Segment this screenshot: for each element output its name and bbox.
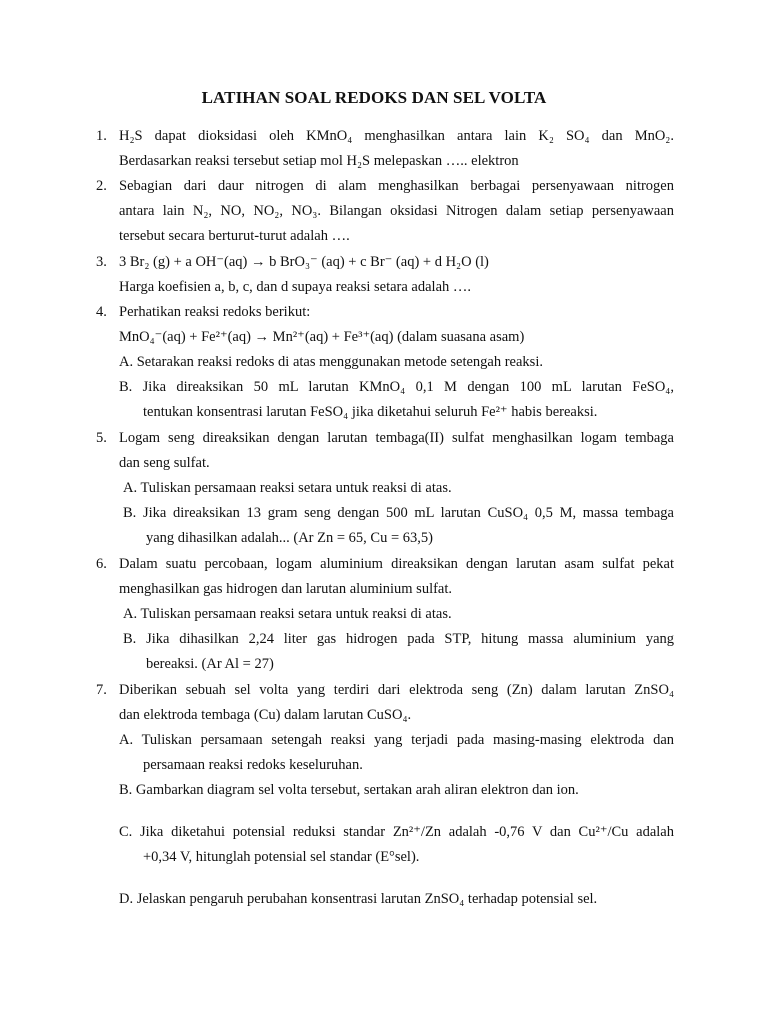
q7-part-d: D. Jelaskan pengaruh perubahan konsentrasi larutan ZnSO₄ terhadap potensial sel. bbox=[119, 891, 598, 907]
q4-part-b-line-2: tentukan konsentrasi larutan FeSO₄ jika diketahui seluruh Fe²⁺ habis bereaksi. bbox=[143, 404, 598, 420]
q7-line-1: Diberikan sebuah sel volta yang terdiri dari elektroda seng (Zn) dalam larutan ZnSO₄ bbox=[119, 682, 674, 698]
q2-line-1: Sebagian dari daur nitrogen di alam menghasilkan berbagai persenyawaan nitrogen bbox=[119, 178, 674, 194]
q5-line-1: Logam seng direaksikan dengan larutan tembaga(II) sulfat menghasilkan logam tembaga bbox=[119, 430, 674, 446]
q6-part-b-line-1: B. Jika dihasilkan 2,24 liter gas hidrogen pada STP, hitung massa aluminium yang bbox=[123, 631, 674, 647]
q2-number: 2. bbox=[96, 178, 107, 194]
q4-part-b-line-1: B. Jika direaksikan 50 mL larutan KMnO₄ 0,1 M dengan 100 mL larutan FeSO₄, bbox=[119, 379, 674, 395]
q7-part-a-line-2: persamaan reaksi redoks keseluruhan. bbox=[143, 757, 363, 773]
q7-part-b: B. Gambarkan diagram sel volta tersebut, sertakan arah aliran elektron dan ion. bbox=[119, 782, 579, 798]
q2-line-2: antara lain N₂, NO, NO₂, NO₃. Bilangan oksidasi Nitrogen dalam setiap persenyawaan bbox=[119, 203, 674, 219]
q6-line-2: menghasilkan gas hidrogen dan larutan aluminium sulfat. bbox=[119, 581, 453, 597]
q6-part-b-line-2: bereaksi. (Ar Al = 27) bbox=[146, 656, 274, 672]
q7-line-2: dan elektroda tembaga (Cu) dalam larutan CuSO₄. bbox=[119, 707, 412, 723]
q1-line-2: Berdasarkan reaksi tersebut setiap mol H₂S melepaskan ….. elektron bbox=[119, 153, 519, 169]
q3-number: 3. bbox=[96, 254, 107, 270]
q7-part-a-line-1: A. Tuliskan persamaan setengah reaksi yang terjadi pada masing-masing elektroda dan bbox=[119, 732, 674, 748]
document-title: LATIHAN SOAL REDOKS DAN SEL VOLTA bbox=[201, 88, 547, 107]
q7-part-c-line-1: C. Jika diketahui potensial reduksi standar Zn²⁺/Zn adalah -0,76 V dan Cu²⁺/Cu adalah bbox=[119, 824, 674, 840]
q5-part-b-line-2: yang dihasilkan adalah... (Ar Zn = 65, Cu = 63,5) bbox=[146, 530, 433, 546]
q5-part-b-line-1: B. Jika direaksikan 13 gram seng dengan 500 mL larutan CuSO₄ 0,5 M, massa tembaga bbox=[123, 505, 674, 521]
q2-line-3: tersebut secara berturut-turut adalah …. bbox=[119, 228, 350, 244]
q4-number: 4. bbox=[96, 304, 107, 320]
q4-line-1: Perhatikan reaksi redoks berikut: bbox=[119, 304, 311, 320]
q6-number: 6. bbox=[96, 556, 107, 572]
q4-line-2: MnO₄⁻(aq) + Fe²⁺(aq) → Mn²⁺(aq) + Fe³⁺(aq) (dalam suasana asam) bbox=[119, 329, 525, 345]
q5-part-a: A. Tuliskan persamaan reaksi setara untuk reaksi di atas. bbox=[123, 480, 452, 496]
q5-number: 5. bbox=[96, 430, 107, 446]
q4-part-a: A. Setarakan reaksi redoks di atas menggunakan metode setengah reaksi. bbox=[119, 354, 543, 370]
q3-line-2: Harga koefisien a, b, c, dan d supaya reaksi setara adalah …. bbox=[119, 279, 472, 295]
q7-number: 7. bbox=[96, 682, 107, 698]
q6-line-1: Dalam suatu percobaan, logam aluminium direaksikan dengan larutan asam sulfat pekat bbox=[119, 556, 674, 572]
q7-part-c-line-2: +0,34 V, hitunglah potensial sel standar (E°sel). bbox=[143, 849, 420, 865]
q3-line-1: 3 Br₂ (g) + a OH⁻(aq) → b BrO₃⁻ (aq) + c Br⁻ (aq) + d H₂O (l) bbox=[119, 254, 489, 270]
q1-line-1: H₂S dapat dioksidasi oleh KMnO₄ menghasilkan antara lain K₂ SO₄ dan MnO₂. bbox=[119, 128, 674, 144]
q1-number: 1. bbox=[96, 128, 107, 144]
q5-line-2: dan seng sulfat. bbox=[119, 455, 210, 471]
q6-part-a: A. Tuliskan persamaan reaksi setara untuk reaksi di atas. bbox=[123, 606, 452, 622]
